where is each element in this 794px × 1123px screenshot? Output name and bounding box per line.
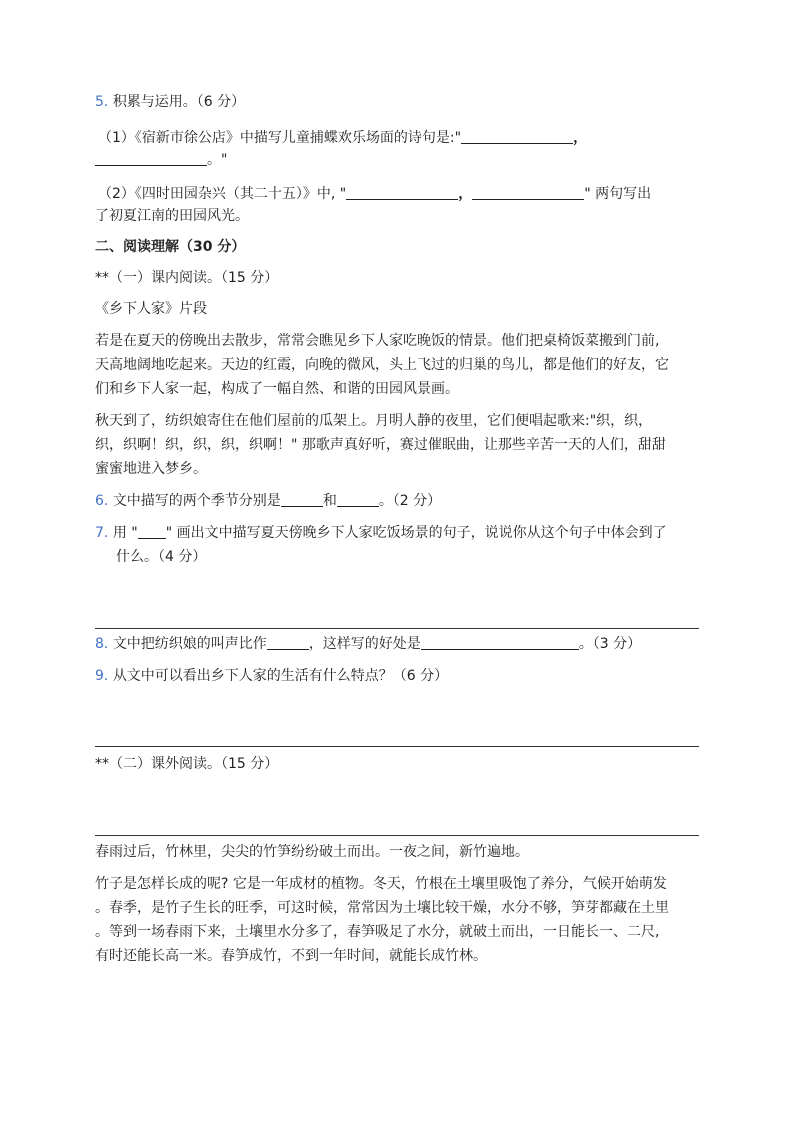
part1-para2-line3: 蜜蜜地进入梦乡。 — [95, 461, 207, 477]
q6-text-a: 文中描写的两个季节分别是 — [112, 493, 281, 509]
part2-para2-line1: 竹子是怎样长成的呢? 它是一年成材的植物。冬天，竹根在土壤里吸饱了养分，气候开始萌发 — [95, 876, 667, 892]
q5-sub1-end: 。" — [207, 152, 228, 168]
q7-line2: 什么。（4 分） — [116, 549, 207, 565]
q5-sub2-line2: 了初夏江南的田园风光。 — [95, 208, 249, 224]
q6-text-b: 和 — [322, 493, 337, 509]
q9-answer-line[interactable] — [95, 746, 699, 747]
q5-sub1-line1 — [98, 128, 587, 148]
q5-sub2-blank-1[interactable] — [346, 185, 458, 200]
q7-line1 — [95, 523, 667, 543]
q7-answer-line[interactable] — [95, 628, 699, 629]
q5-sub1-blank-2[interactable] — [95, 151, 207, 166]
q6-blank-1[interactable] — [281, 492, 323, 507]
q8-blank-2[interactable] — [421, 635, 579, 650]
q5-sub2-prompt: （2）《四时田园杂兴（其二十五）》中, " — [98, 186, 347, 202]
q8 — [95, 634, 641, 654]
q5-sub2-separator: ， — [458, 186, 473, 202]
q7-text-a: 用 " — [112, 525, 138, 541]
q8-text-b: ，这样写的好处是 — [308, 636, 421, 652]
q5-sub2-blank-2[interactable] — [472, 185, 584, 200]
part1-passage-title: 《乡下人家》片段 — [95, 301, 207, 317]
q7-number: 7. — [95, 525, 109, 541]
section2-title: 二、阅读理解（30 分） — [95, 239, 246, 255]
q7-underline-sample — [138, 524, 166, 539]
q8-number: 8. — [95, 636, 109, 652]
q6 — [95, 491, 441, 511]
part1-para2-line1: 秋天到了，纺织娘寄住在他们屋前的瓜架上。月明人静的夜里，它们便唱起歌来:"织，织， — [95, 413, 653, 429]
q5-number: 5. — [95, 94, 109, 110]
part1-para1-line1: 若是在夏天的傍晚出去散步，常常会瞧见乡下人家吃晚饭的情景。他们把桌椅饭菜搬到门前, — [95, 333, 660, 349]
part1-para1-line2: 天高地阔地吃起来。天边的红霞，向晚的微风，头上飞过的归巢的鸟儿，都是他们的好友，它 — [95, 357, 669, 373]
q8-text-c: 。（3 分） — [578, 636, 642, 652]
part2-title: **（二）课外阅读。（15 分） — [95, 756, 279, 772]
q5-heading — [95, 92, 245, 112]
q8-text-a: 文中把纺织娘的叫声比作 — [112, 636, 267, 652]
q5-sub2-line1 — [98, 184, 651, 204]
q5-sub1-line2 — [95, 150, 227, 170]
q7-text-b: " 画出文中描写夏天傍晚乡下人家吃饭场景的句子，说说你从这个句子中体会到了 — [165, 525, 667, 541]
q6-blank-2[interactable] — [337, 492, 379, 507]
part1-para1-line3: 们和乡下人家一起，构成了一幅自然、和谐的田园风景画。 — [95, 381, 459, 397]
q5-sub2-suffix: " 两句写出 — [584, 186, 652, 202]
q5-text: 积累与运用。（6 分） — [112, 94, 246, 110]
q9-number: 9. — [95, 668, 109, 684]
q8-blank-1[interactable] — [267, 635, 309, 650]
q6-number: 6. — [95, 493, 109, 509]
q5-sub1-prompt: （1）《宿新市徐公店》中描写儿童捕蝶欢乐场面的诗句是:" — [98, 130, 462, 146]
q5-sub1-blank-1[interactable] — [461, 129, 573, 144]
part2-para1: 春雨过后，竹林里，尖尖的竹笋纷纷破土而出。一夜之间，新竹遍地。 — [95, 844, 529, 860]
part1-para2-line2: 织，织啊！织，织，织，织啊！" 那歌声真好听，赛过催眠曲，让那些辛苦一天的人们，甜甜 — [95, 437, 666, 453]
part2-para2-line3: 。等到一场春雨下来，土壤里水分多了，春笋吸足了水分，就破土而出，一日能长一、二尺, — [95, 924, 660, 940]
part2-para2-line2: 。春季，是竹子生长的旺季，可这时候，常常因为土壤比较干燥，水分不够，笋芽都藏在土里 — [95, 900, 669, 916]
part1-title: **（一）课内阅读。（15 分） — [95, 270, 279, 286]
q9 — [95, 666, 448, 686]
q9-text: 从文中可以看出乡下人家的生活有什么特点？（6 分） — [112, 668, 449, 684]
q6-text-c: 。（2 分） — [378, 493, 442, 509]
part2-para2-line4: 有时还能长高一米。春笋成竹，不到一年时间，就能长成竹林。 — [95, 948, 487, 964]
q5-sub1-separator: ， — [573, 130, 588, 146]
part2-divider — [95, 835, 699, 836]
